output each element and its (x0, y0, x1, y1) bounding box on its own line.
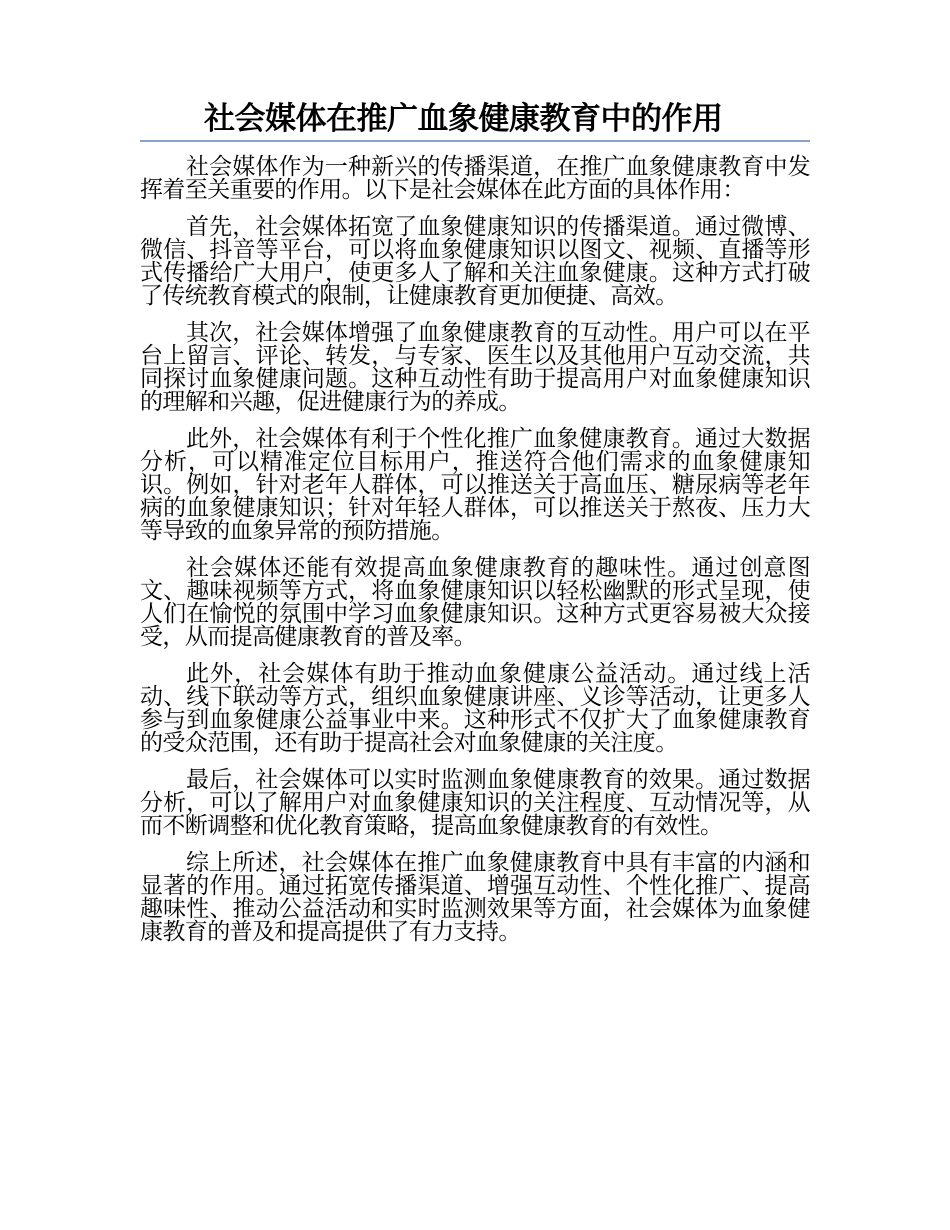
paragraph-channels: 首先，社会媒体拓宽了血象健康知识的传播渠道。通过微博、微信、抖音等平台，可以将血象健康知识以图文、视频、直播等形式传播给广大用户，使更多人了解和关注血象健康。这种方式打破了传统教育模式的限制，让健康教育更加便捷、高效。 (140, 214, 810, 309)
paragraph-intro: 社会媒体作为一种新兴的传播渠道，在推广血象健康教育中发挥着至关重要的作用。以下是社会媒体在此方面的具体作用： (140, 154, 810, 203)
paragraph-interactivity: 其次，社会媒体增强了血象健康教育的互动性。用户可以在平台上留言、评论、转发，与专家、医生以及其他用户互动交流，共同探讨血象健康问题。这种互动性有助于提高用户对血象健康知识的理解和兴趣，促进健康行为的养成。 (140, 320, 810, 415)
paragraph-monitoring: 最后，社会媒体可以实时监测血象健康教育的效果。通过数据分析，可以了解用户对血象健康知识的关注程度、互动情况等，从而不断调整和优化教育策略，提高血象健康教育的有效性。 (140, 767, 810, 839)
paragraph-fun: 社会媒体还能有效提高血象健康教育的趣味性。通过创意图文、趣味视频等方式，将血象健康知识以轻松幽默的形式呈现，使人们在愉悦的氛围中学习血象健康知识。这种方式更容易被大众接受，从而提高健康教育的普及率。 (140, 555, 810, 650)
document-title: 社会媒体在推广血象健康教育中的作用 (204, 101, 723, 137)
paragraph-conclusion: 综上所述，社会媒体在推广血象健康教育中具有丰富的内涵和显著的作用。通过拓宽传播渠道、增强互动性、个性化推广、提高趣味性、推动公益活动和实时监测效果等方面，社会媒体为血象健康教育的普及和提高提供了有力支持。 (140, 850, 810, 945)
paragraph-public-welfare: 此外，社会媒体有助于推动血象健康公益活动。通过线上活动、线下联动等方式，组织血象健康讲座、义诊等活动，让更多人参与到血象健康公益事业中来。这种形式不仅扩大了血象健康教育的受众范围，还有助于提高社会对血象健康的关注度。 (140, 661, 810, 756)
title-block (140, 100, 810, 142)
document-page (140, 100, 810, 958)
paragraph-personalization: 此外，社会媒体有利于个性化推广血象健康教育。通过大数据分析，可以精准定位目标用户，推送符合他们需求的血象健康知识。例如，针对老年人群体，可以推送关于高血压、糖尿病等老年病的血象健康知识；针对年轻人群体，可以推送关于熬夜、压力大等导致的血象异常的预防措施。 (140, 426, 810, 544)
